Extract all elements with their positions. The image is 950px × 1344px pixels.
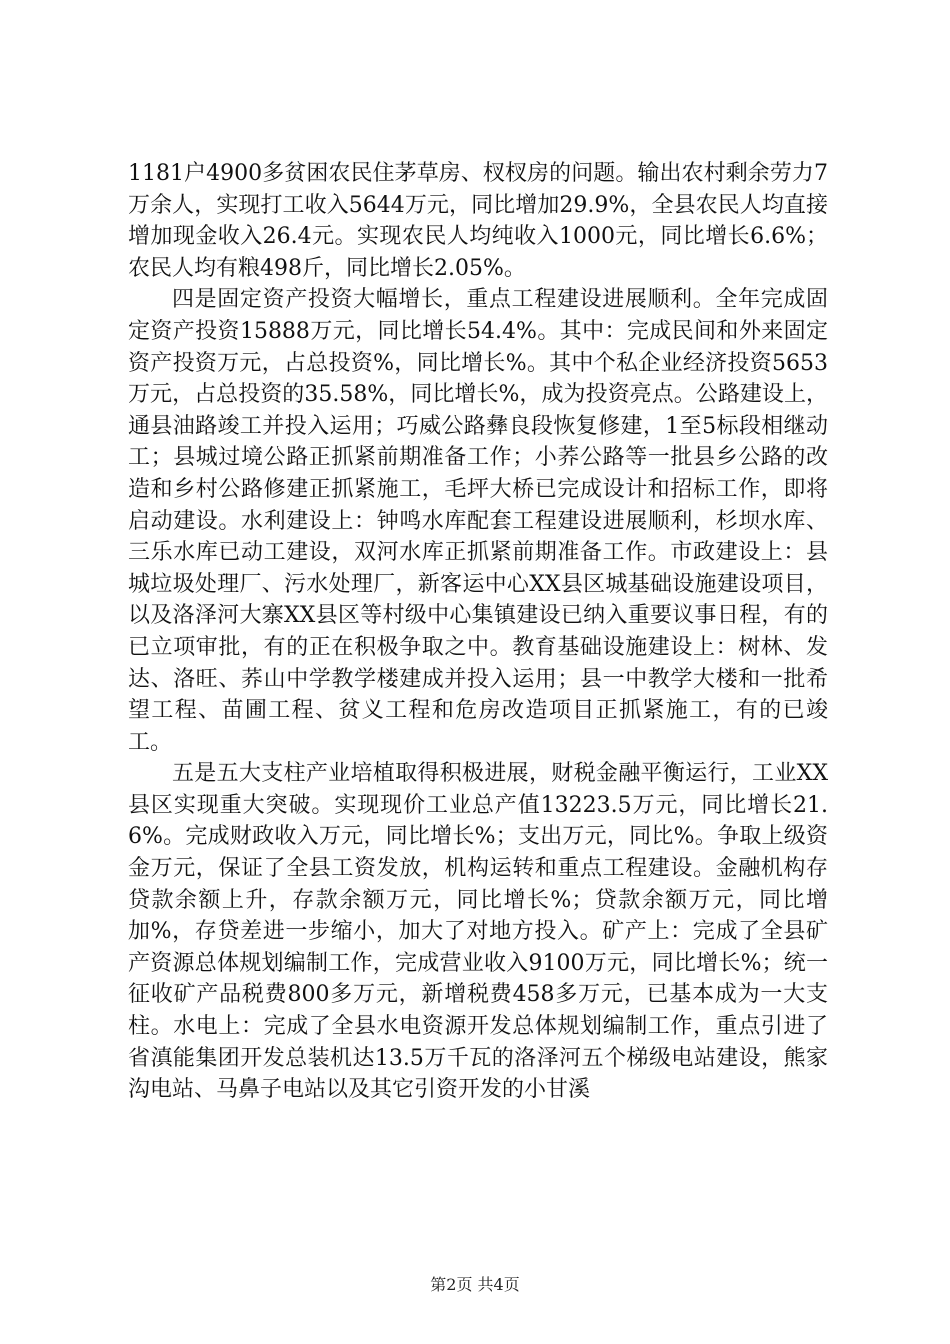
paragraph-fixed-asset-investment: 四是固定资产投资大幅增长，重点工程建设进展顺利。全年完成固定资产投资15888万元，同比增长54.4%。其中：完成民间和外来固定资产投资万元，占总投资%，同比增长%。其中个私企业经济投资5653万元，占总投资的35.58%，同比增长%，成为投资亮点。公路建设上，通县油路竣工并投入运用；巧威公路彝良段恢复修建，1至5标段相继动工；县城过境公路正抓紧前期准备工作；小荞公路等一批县乡公路的改造和乡村公路修建正抓紧施工，毛坪大桥已完成设计和招标工作，即将启动建设。水利建设上：钟鸣水库配套工程建设进展顺利，杉坝水库、三乐水库已动工建设，双河水库正抓紧前期准备工作。市政建设上：县城垃圾处理厂、污水处理厂，新客运中心XX县区城基础设施建设项目，以及洛泽河大寨XX县区等村级中心集镇建设已纳入重要议事日程，有的已立项审批，有的正在积极争取之中。教育基础设施建设上：树林、发达、洛旺、荞山中学教学楼建成并投入运用；县一中教学大楼和一批希望工程、苗圃工程、贫义工程和危房改造项目正抓紧施工，有的已竣工。 xyxy=(128,287,828,755)
page-number-footer: 第2页 共4页 xyxy=(430,1275,520,1294)
paragraph-continuation: 1181户4900多贫困农民住茅草房、杈杈房的问题。输出农村剩余劳力7万余人，实现打工收入5644万元，同比增加29.9%，全县农民人均直接增加现金收入26.4元。实现农民人均纯收入1000元，同比增长6.6%；农民人均有粮498斤，同比增长2.05%。 xyxy=(128,161,828,281)
document-body xyxy=(128,158,828,1106)
paragraph-pillar-industries: 五是五大支柱产业培植取得积极进展，财税金融平衡运行，工业XX县区实现重大突破。实现现价工业总产值13223.5万元，同比增长21.6%。完成财政收入万元，同比增长%；支出万元，同比%。争取上级资金万元，保证了全县工资发放，机构运转和重点工程建设。金融机构存贷款余额上升，存款余额万元，同比增长%；贷款余额万元，同比增加%，存贷差进一步缩小，加大了对地方投入。矿产上：完成了全县矿产资源总体规划编制工作，完成营业收入9100万元，同比增长%；统一征收矿产品税费800多万元，新增税费458多万元，已基本成为一大支柱。水电上：完成了全县水电资源开发总体规划编制工作，重点引进了省滇能集团开发总装机达13.5万千瓦的洛泽河五个梯级电站建设，熊家沟电站、马鼻子电站以及其它引资开发的小甘溪 xyxy=(128,761,828,1103)
